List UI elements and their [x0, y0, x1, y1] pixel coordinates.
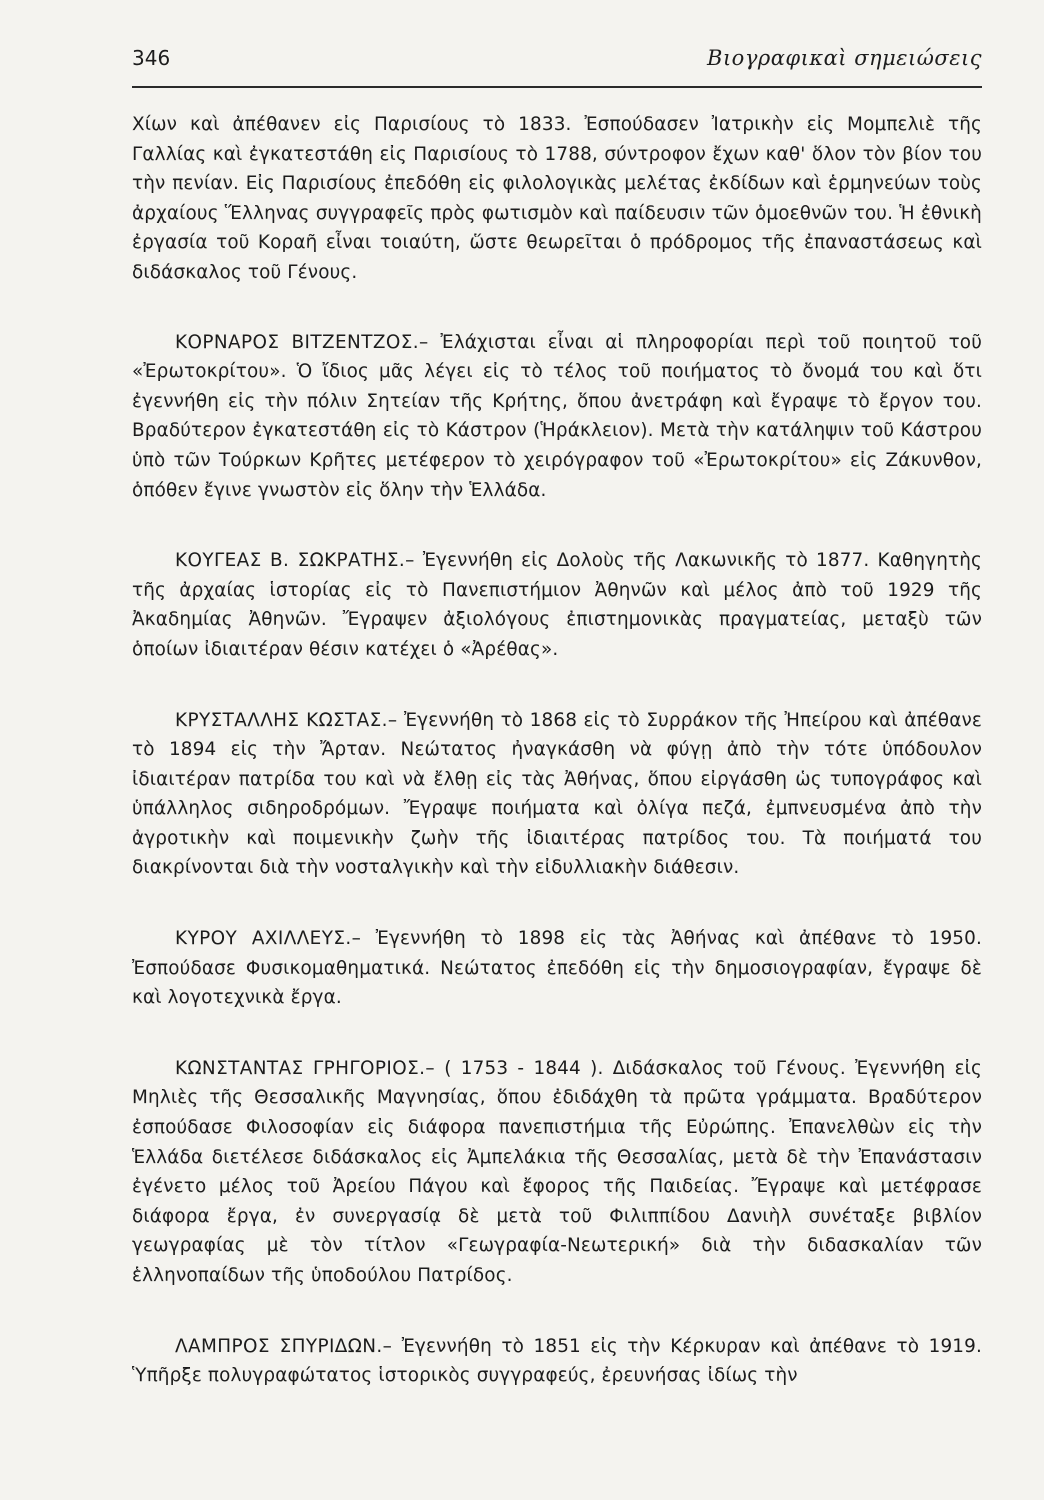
entry-kougeas [132, 546, 982, 664]
entry-text: ( 1753 - 1844 ). Διδάσκαλος τοῦ Γένους. Ἐγεννήθη εἰς Μηλιὲς τῆς Θεσσαλικῆς Μαγνησίας, ὅπου ἐδιδάχθη τὰ πρῶτα γράμματα. Βραδύτερον ἐσπούδασε Φιλοσοφίαν εἰς διάφορα πανεπιστήμια τῆς Εὐρώπης. Ἐπανελθὼν εἰς τὴν Ἑλλάδα διετέλεσε διδάσκαλος εἰς Ἀμπελάκια τῆς Θεσσαλίας, μετὰ δὲ τὴν Ἐπανάστασιν ἐγένετο μέλος τοῦ Ἀρείου Πάγου καὶ ἔφορος τῆς Παιδείας. Ἔγραψε καὶ μετέφρασε διάφορα ἔργα, ἐν συνεργασίᾳ δὲ μετὰ τοῦ Φιλιππίδου Δανιὴλ συνέταξε βιβλίον γεωγραφίας μὲ τὸν τίτλον «Γεωγραφία-Νεωτερική» διὰ τὴν διδασκαλίαν τῶν ἑλληνοπαίδων τῆς ὑποδούλου Πατρίδος. [132, 1057, 982, 1286]
running-head: Βιογραφικαὶ σημειώσεις [707, 46, 982, 70]
entry-name: ΛΑΜΠΡΟΣ ΣΠΥΡΙΔΩΝ.– [175, 1335, 393, 1357]
entry-text: Ἐγεννήθη τὸ 1898 εἰς τὰς Ἀθήνας καὶ ἀπέθανε τὸ 1950. Ἐσπούδασε Φυσικομαθηματικά. Νεώτατος ἐπεδόθη εἰς τὴν δημοσιογραφίαν, ἔγραψε δὲ καὶ λογοτεχνικὰ ἔργα. [132, 928, 982, 1009]
entry-name: ΚΡΥΣΤΑΛΛΗΣ ΚΩΣΤΑΣ.– [175, 709, 398, 731]
entry-konstantas [132, 1054, 982, 1291]
entry-name: ΚΩΝΣΤΑΝΤΑΣ ΓΡΗΓΟΡΙΟΣ.– [175, 1057, 435, 1079]
entry-krystallis [132, 706, 982, 884]
page-header [132, 44, 982, 88]
entry-kyrou [132, 924, 982, 1013]
entry-text: Ἐγεννήθη εἰς Δολοὺς τῆς Λακωνικῆς τὸ 1877. Καθηγητὴς τῆς ἀρχαίας ἱστορίας εἰς τὸ Πανεπιστήμιον Ἀθηνῶν καὶ μέλος ἀπὸ τοῦ 1929 τῆς Ἀκαδημίας Ἀθηνῶν. Ἔγραψεν ἀξιολόγους ἐπιστημονικὰς πραγματείας, μεταξὺ τῶν ὁποίων ἰδιαιτέραν θέσιν κατέχει ὁ «Ἀρέθας». [132, 550, 982, 660]
entry-kornaros [132, 328, 982, 506]
entry-name: ΚΟΥΓΕΑΣ Β. ΣΩΚΡΑΤΗΣ.– [175, 550, 415, 572]
entry-text: Ἐγεννήθη τὸ 1868 εἰς τὸ Συρράκον τῆς Ἠπείρου καὶ ἀπέθανε τὸ 1894 εἰς τὴν Ἄρταν. Νεώτατος ἠναγκάσθη νὰ φύγῃ ἀπὸ τὴν τότε ὑπόδουλον ἰδιαιτέραν πατρίδα του καὶ νὰ ἔλθῃ εἰς τὰς Ἀθήνας, ὅπου εἰργάσθη ὡς τυπογράφος καὶ ὑπάλληλος σιδηροδρόμων. Ἔγραψε ποιήματα καὶ ὀλίγα πεζά, ἐμπνευσμένα ἀπὸ τὴν ἀγροτικὴν καὶ ποιμενικὴν ζωὴν τῆς ἰδιαιτέρας πατρίδος του. Τὰ ποιήματά του διακρίνονται διὰ τὴν νοσταλγικὴν καὶ τὴν εἰδυλλιακὴν διάθεσιν. [132, 709, 982, 879]
entry-text: Χίων καὶ ἀπέθανεν εἰς Παρισίους τὸ 1833. Ἐσπούδασεν Ἰατρικὴν εἰς Μομπελιὲ τῆς Γαλλίας καὶ ἐγκατεστάθη εἰς Παρισίους τὸ 1788, σύντροφον ἔχων καθ' ὅλον τὸν βίον του τὴν πενίαν. Εἰς Παρισίους ἐπεδόθη εἰς φιλολογικὰς μελέτας ἐκδίδων καὶ ἑρμηνεύων τοὺς ἀρχαίους Ἕλληνας συγγραφεῖς πρὸς φωτισμὸν καὶ παίδευσιν τῶν ὁμοεθνῶν του. Ἡ ἐθνικὴ ἐργασία τοῦ Κοραῆ εἶναι τοιαύτη, ὥστε θεωρεῖται ὁ πρόδρομος τῆς ἐπαναστάσεως καὶ διδάσκαλος τοῦ Γένους. [132, 114, 982, 283]
page-number: 346 [132, 46, 171, 70]
entry-text: Ἐγεννήθη τὸ 1851 εἰς τὴν Κέρκυραν καὶ ἀπέθανε τὸ 1919. Ὑπῆρξε πολυγραφώτατος ἱστορικὸς συγγραφεύς, ἐρευνήσας ἰδίως τὴν [132, 1335, 982, 1387]
entry-korais-continuation [132, 110, 982, 288]
entry-name: ΚΟΡΝΑΡΟΣ ΒΙΤΖΕΝΤΖΟΣ.– [175, 331, 429, 353]
entry-lampros [132, 1332, 982, 1391]
entry-name: ΚΥΡΟΥ ΑΧΙΛΛΕΥΣ.– [175, 928, 362, 950]
entry-text: Ἐλάχισται εἶναι αἱ πληροφορίαι περὶ τοῦ ποιητοῦ τοῦ «Ἐρωτοκρίτου». Ὁ ἴδιος μᾶς λέγει εἰς τὸ τέλος τοῦ ποιήματος τὸ ὄνομά του καὶ ὅτι ἐγεννήθη εἰς τὴν πόλιν Σητείαν τῆς Κρήτης, ὅπου ἀνετράφη καὶ ἔγραψε τὸ ἔργον του. Βραδύτερον ἐγκατεστάθη εἰς τὸ Κάστρον (Ἡράκλειον). Μετὰ τὴν κατάληψιν τοῦ Κάστρου ὑπὸ τῶν Τούρκων Κρῆτες μετέφερον τὸ χειρόγραφον τοῦ «Ἐρωτοκρίτου» εἰς Ζάκυνθον, ὁπόθεν ἔγινε γνωστὸν εἰς ὅλην τὴν Ἑλλάδα. [132, 331, 982, 501]
page-body [132, 110, 982, 1432]
